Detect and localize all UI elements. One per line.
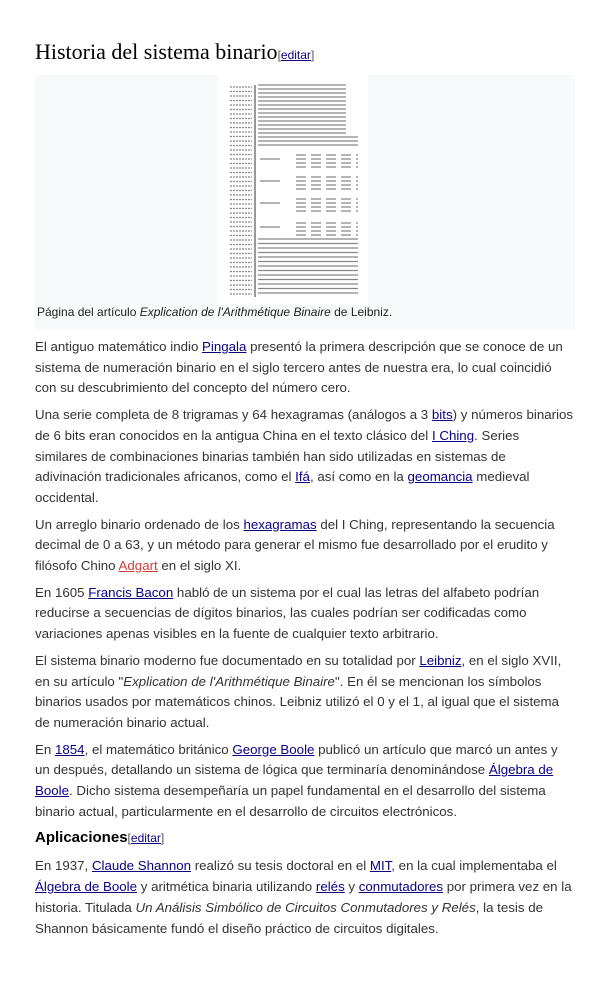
leibniz-page-image[interactable]: [218, 75, 368, 305]
text: ) y números binarios de 6 bits eran conocidos en la antigua China en el texto clásico del: [35, 407, 574, 443]
text: , en el siglo XVII, en su artículo ": [35, 652, 562, 689]
text: medieval occidental.: [35, 469, 530, 505]
wiki-link[interactable]: MIT: [369, 858, 392, 874]
italic-text: Un Análisis Simbólico de Circuitos Conmutadores y Relés: [135, 899, 476, 915]
paragraph: [35, 337, 575, 399]
text: Un arreglo binario ordenado de los: [35, 516, 244, 532]
text: El antiguo matemático indio: [35, 339, 203, 354]
text: En: [35, 741, 55, 757]
paragraph: [35, 856, 575, 939]
wiki-link[interactable]: Adgart: [118, 558, 158, 574]
article-content: [35, 38, 575, 945]
text: por primera vez en la historia. Titulada: [35, 879, 572, 915]
text: y aritmética binaria utilizando: [137, 879, 316, 895]
wiki-link[interactable]: Ifá: [295, 469, 310, 485]
wiki-link[interactable]: conmutadores: [358, 879, 444, 895]
edit-link[interactable]: editar: [130, 831, 161, 846]
text: de Leibniz.: [330, 305, 393, 319]
text: presentó la primera descripción que se conoce de un sistema de numeración binario en el siglo tercero antes de nuestra era, lo cual coincidió con su descubrimiento del concepto del número cero.: [35, 339, 563, 396]
paragraph: [35, 515, 575, 577]
text: realizó su tesis doctoral en el: [191, 858, 370, 874]
wiki-link[interactable]: geomancia: [407, 469, 473, 485]
wiki-link[interactable]: George Boole: [232, 741, 315, 757]
wiki-link[interactable]: Francis Bacon: [88, 584, 174, 600]
wiki-link[interactable]: bits: [431, 407, 453, 423]
paragraph: [35, 740, 575, 823]
text: , la tesis de Shannon básicamente fundó el diseño práctico de circuitos digitales.: [35, 899, 543, 936]
edit-link[interactable]: editar: [280, 48, 311, 62]
text: habló de un sistema por el cual las letras del alfabeto podrían reducirse a secuencias de dígitos binarios, las cuales podrían ser codificadas como variaciones apenas visibles en la fuente de cualquier texto arbitrario.: [35, 584, 540, 642]
wiki-link[interactable]: Álgebra de Boole: [35, 879, 138, 895]
italic-text: Explication de l'Arithmétique Binaire: [139, 305, 331, 319]
section-title: Historia del sistema binario: [35, 39, 278, 64]
paragraphs-aplicaciones: [35, 856, 575, 939]
paragraphs-historia: [35, 337, 575, 822]
edit-section-link: [editar]: [277, 48, 315, 62]
text: , el matemático británico: [84, 741, 233, 757]
wiki-link[interactable]: hexagramas: [243, 516, 317, 532]
text: Una serie completa de 8 trigramas y 64 hexagramas (análogos a 3: [35, 407, 432, 423]
text: , así como en la: [309, 469, 408, 485]
text: del I Ching, representando la secuencia decimal de 0 a 63, y un método para generar el mismo fue desarrollado por el erudito y filósofo Chino: [35, 516, 555, 574]
wiki-link[interactable]: I Ching: [431, 427, 475, 443]
figure-caption: [37, 305, 392, 319]
paragraph: [35, 651, 575, 734]
text: publicó un artículo que marcó un antes y un después, detallando un sistema de lógica que terminaría denominándose: [35, 741, 558, 778]
wiki-link[interactable]: Leibniz: [419, 652, 462, 668]
text: y: [344, 879, 359, 895]
text: En 1605: [35, 584, 89, 600]
italic-text: Explication de l'Arithmétique Binaire: [123, 673, 335, 689]
wiki-link[interactable]: 1854: [54, 741, 85, 757]
text: ". En él se mencionan los símbolos binarios usados por matemáticos chinos. Leibniz utilizó el 0 y el 1, al igual que el sistema de numeración binario actual.: [35, 673, 560, 730]
text: , en la cual implementaba el: [391, 858, 557, 874]
figure: [35, 75, 575, 329]
section-heading-aplicaciones: [35, 828, 575, 848]
section-title: Aplicaciones: [35, 829, 128, 847]
text: Página del artículo: [37, 305, 140, 319]
wiki-link[interactable]: Claude Shannon: [91, 858, 192, 874]
paragraph: [35, 405, 575, 509]
text: En 1937,: [35, 858, 92, 874]
wiki-link[interactable]: relés: [315, 879, 345, 895]
section-heading-historia: [35, 38, 575, 69]
wiki-link[interactable]: Álgebra de Boole: [35, 762, 554, 799]
text: El sistema binario moderno fue documentado en su totalidad por: [35, 652, 420, 668]
text: en el siglo XI.: [157, 558, 242, 574]
wiki-link[interactable]: Pingala: [202, 339, 247, 354]
paragraph: [35, 583, 575, 645]
text: . Series similares de combinaciones binarias también han sido utilizadas en sistemas de adivinación tradicionales africanos, como el: [35, 427, 520, 485]
edit-section-link: [editar]: [127, 831, 165, 846]
text: . Dicho sistema desempeñaría un papel fundamental en el desarrollo del sistema binario actual, particularmente en el desarrollo de circuitos electrónicos.: [35, 783, 546, 819]
